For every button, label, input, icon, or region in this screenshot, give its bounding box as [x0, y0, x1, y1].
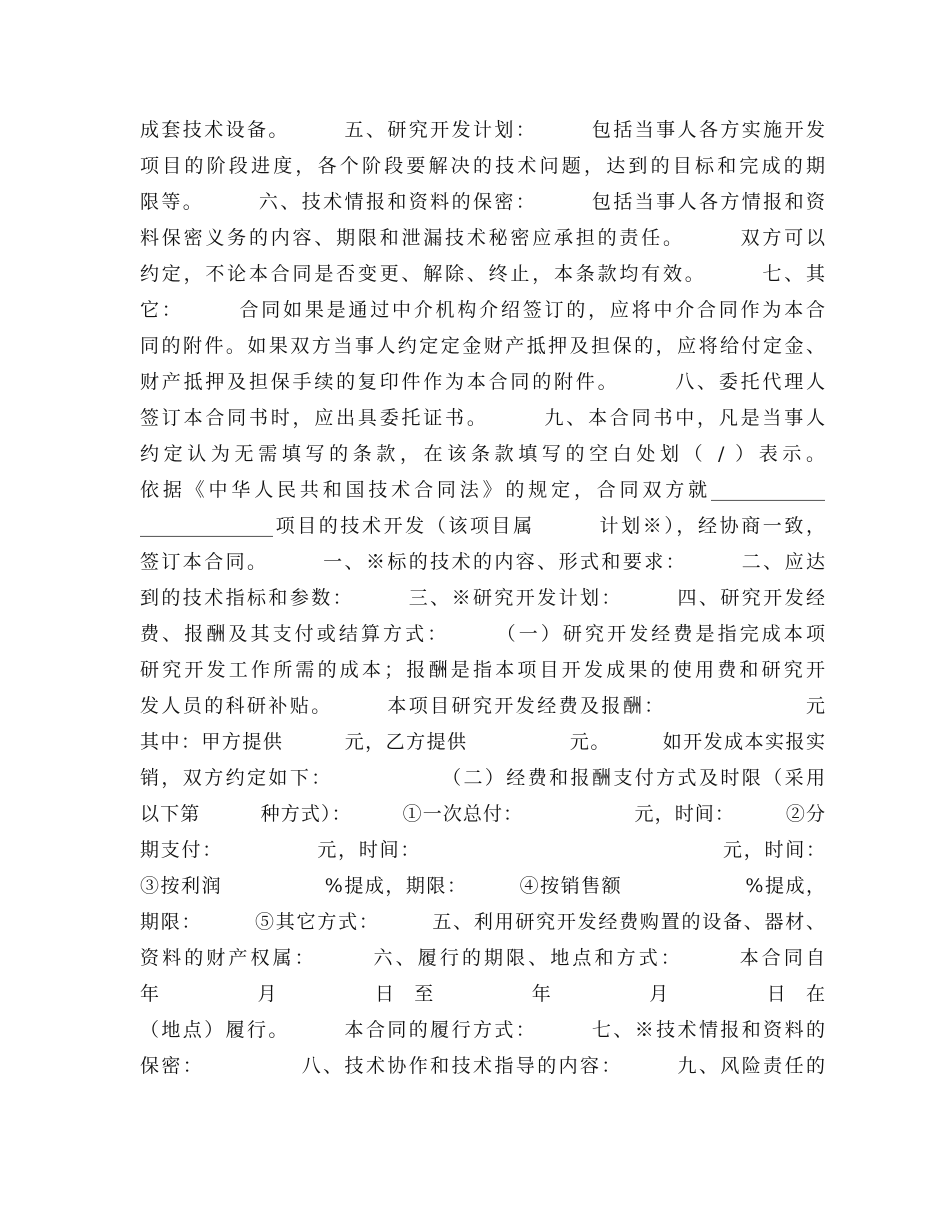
text-line: 依据《中华人民共和国技术合同法》的规定，合同双方就____________ [140, 479, 825, 501]
text-line: 期限： ⑤其它方式： 五、利用研究开发经费购置的设备、器材、 [140, 911, 825, 933]
text-line: 签订本合同书时，应出具委托证书。 九、本合同书中，凡是当事人 [140, 407, 825, 429]
text-line: ______________项目的技术开发（该项目属 计划※），经协商一致， [140, 515, 825, 537]
text-line: 它： 合同如果是通过中介机构介绍签订的，应将中介合同作为本合 [140, 299, 825, 321]
text-line: 资料的财产权属： 六、履行的期限、地点和方式： 本合同自 [140, 947, 825, 969]
text-line: 发人员的科研补贴。 本项目研究开发经费及报酬： 元 [140, 695, 825, 717]
text-line: 财产抵押及担保手续的复印件作为本合同的附件。 八、委托代理人 [140, 371, 825, 393]
text-line: 保密： 八、技术协作和技术指导的内容： 九、风险责任的 [140, 1055, 825, 1077]
text-line: 以下第 种方式）： ①一次总付： 元，时间： ②分 [140, 803, 825, 825]
text-line: 期支付： 元，时间： 元，时间： [140, 839, 825, 861]
text-line: 约定认为无需填写的条款，在该条款填写的空白处划（ / ）表示。 [140, 443, 825, 465]
text-line: 项目的阶段进度，各个阶段要解决的技术问题，达到的目标和完成的期 [140, 155, 825, 177]
text-line: 限等。 六、技术情报和资料的保密： 包括当事人各方情报和资 [140, 191, 825, 213]
text-line: 签订本合同。 一、※标的技术的内容、形式和要求： 二、应达 [140, 551, 825, 573]
text-line: 到的技术指标和参数： 三、※研究开发计划： 四、研究开发经 [140, 587, 825, 609]
text-line: 费、报酬及其支付或结算方式： （一）研究开发经费是指完成本项 [140, 623, 825, 645]
text-line: 同的附件。如果双方当事人约定定金财产抵押及担保的，应将给付定金、 [140, 335, 825, 357]
text-line: 研究开发工作所需的成本；报酬是指本项目开发成果的使用费和研究开 [140, 659, 825, 681]
text-line: 销，双方约定如下： （二）经费和报酬支付方式及时限（采用 [140, 767, 825, 789]
text-line: 料保密义务的内容、期限和泄漏技术秘密应承担的责任。 双方可以 [140, 227, 825, 249]
text-line: 年 月 日 至 年 月 日 在 [140, 983, 825, 1005]
text-line: 约定，不论本合同是否变更、解除、终止，本条款均有效。 七、其 [140, 263, 825, 285]
text-line: ③按利润 %提成，期限： ④按销售额 %提成， [140, 875, 825, 897]
text-line: 其中：甲方提供 元，乙方提供 元。 如开发成本实报实 [140, 731, 825, 753]
text-line: （地点）履行。 本合同的履行方式： 七、※技术情报和资料的 [140, 1019, 825, 1041]
text-line: 成套技术设备。 五、研究开发计划： 包括当事人各方实施开发 [140, 119, 825, 141]
